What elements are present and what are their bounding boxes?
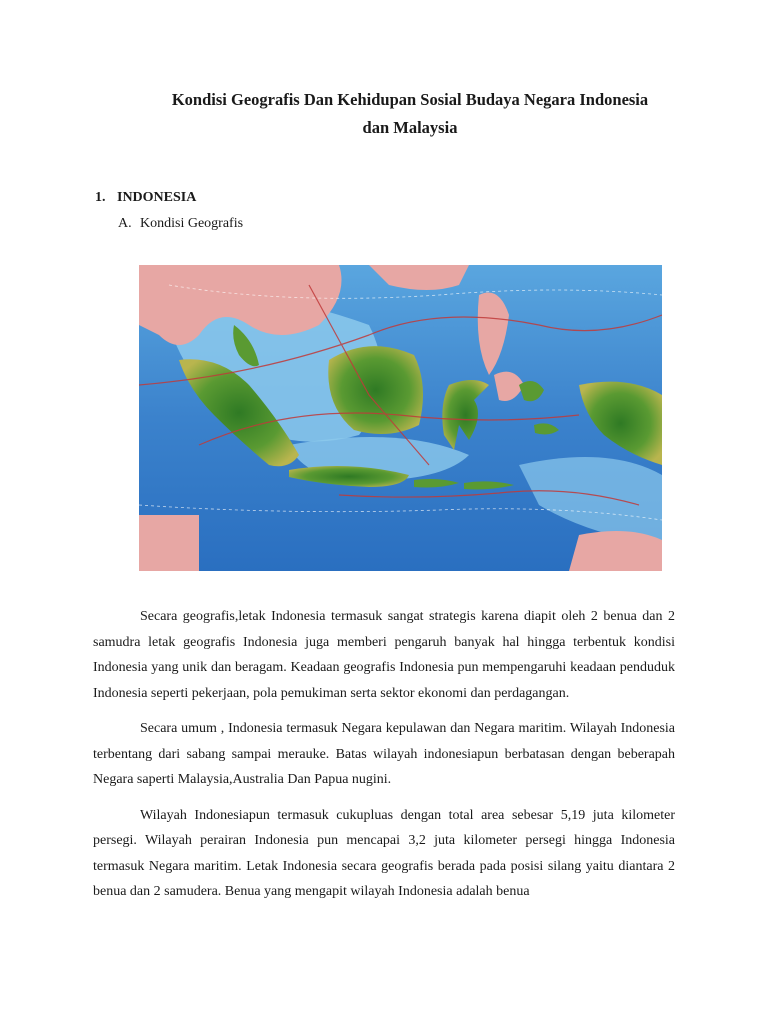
title-line-1: Kondisi Geografis Dan Kehidupan Sosial Budaya Negara Indonesia: [171, 90, 649, 109]
australia: [139, 515, 199, 571]
paragraph-1: Secara geografis,letak Indonesia termasuk sangat strategis karena diapit oleh 2 benua dan 2 samudra letak geografis Indonesia juga memberi pengaruh banyak hal hingga terbentuk kondisi Indonesia yang unik dan beragam. Keadaan geografis Indonesia pun mempengaruhi keadaan penduduk Indonesia seperti pekerjaan, pola pemukiman serta sektor ekonomi dan perdagangan.: [93, 609, 675, 701]
paragraph-2: Secara umum , Indonesia termasuk Negara kepulawan dan Negara maritim. Wilayah Indonesia terbentang dari sabang sampai merauke. Batas wilayah indonesiapun berbatasan dengan beberapah Negara saperti Malaysia,Australia Dan Papua nugini.: [93, 721, 675, 787]
subsection-number: A.: [118, 216, 132, 231]
section-heading: [95, 190, 196, 206]
subsection-heading: [118, 216, 243, 232]
document-body: [93, 604, 675, 915]
subsection-label: Kondisi Geografis: [140, 216, 244, 231]
section-label: INDONESIA: [117, 190, 197, 205]
indonesia-map-image: [139, 265, 662, 571]
section-number: 1.: [95, 190, 106, 205]
document-title: [110, 86, 710, 142]
title-line-2: dan Malaysia: [362, 118, 458, 137]
paragraph-3: Wilayah Indonesiapun termasuk cukupluas dengan total area sebesar 5,19 juta kilometer persegi. Wilayah perairan Indonesia pun mencapai 3,2 juta kilometer persegi hingga Indonesia termasuk Negara maritim. Letak Indonesia secara geografis berada pada posisi silang yaitu diantara 2 benua dan 2 samudera. Benua yang mengapit wilayah Indonesia adalah benua: [93, 807, 675, 899]
